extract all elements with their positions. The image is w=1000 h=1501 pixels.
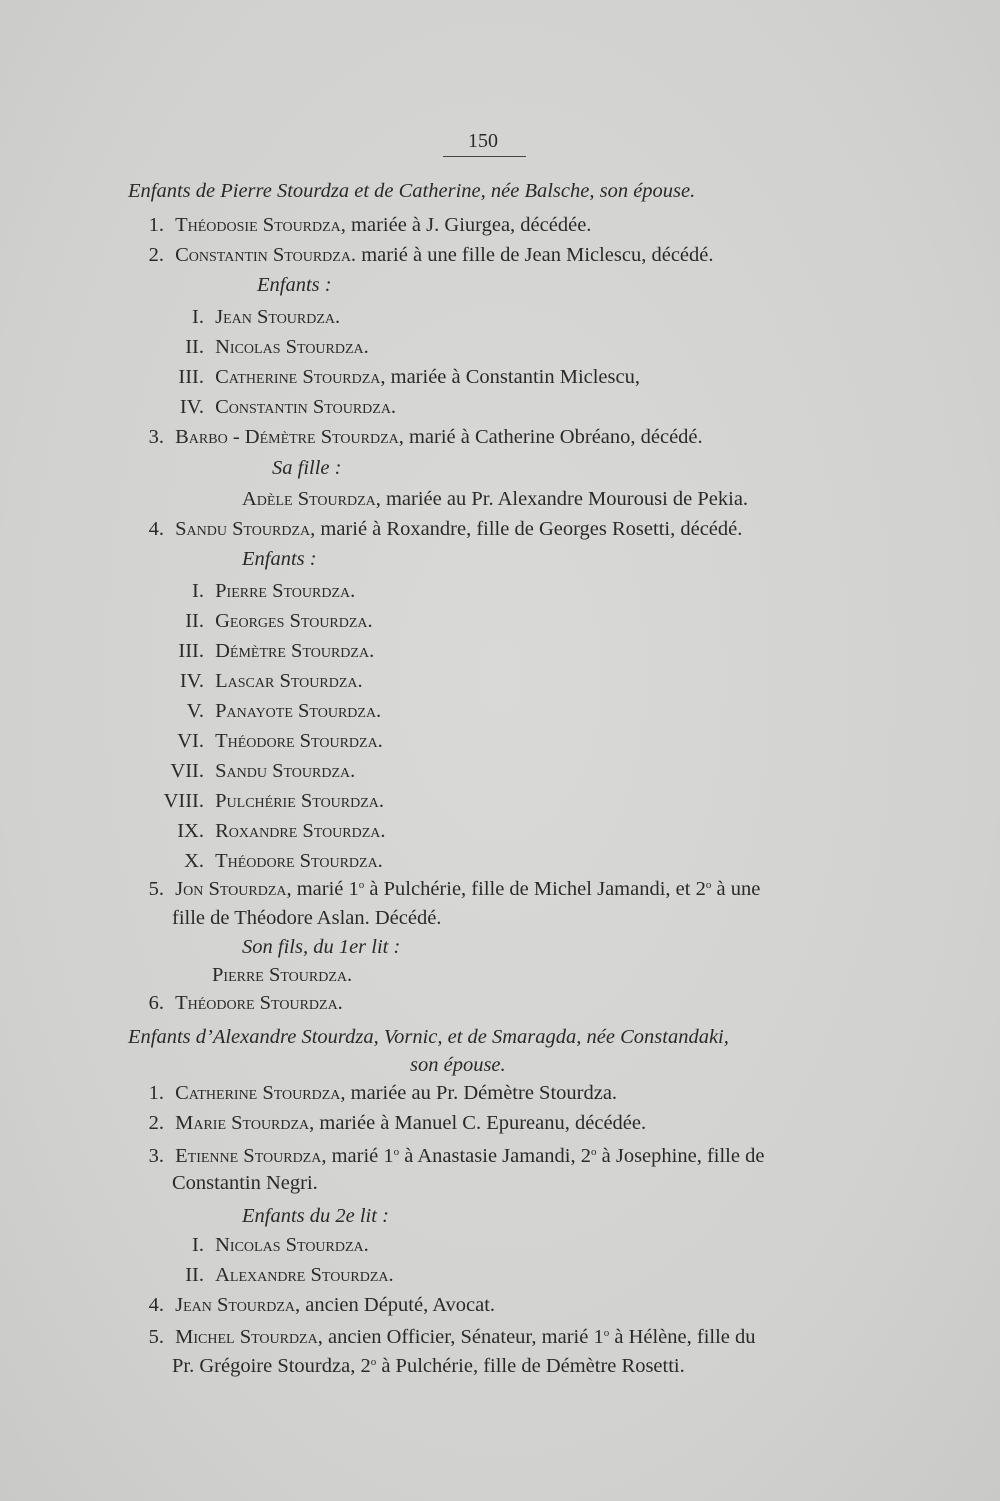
person-name: Constantin Stourdza. (215, 396, 397, 418)
section-title-pierre: Enfants de Pierre Stourdza et de Catherine, née Balsche, son épouse. (128, 180, 696, 202)
list-item (142, 1110, 646, 1136)
item-number: 2. (148, 1112, 164, 1134)
sub-heading: Enfants : (257, 274, 332, 296)
item-number: 1. (148, 214, 164, 236)
item-text: à Hélène, fille du (609, 1326, 756, 1348)
item-number: VII. (170, 760, 204, 782)
person-name: Jean Stourdza, (175, 1294, 301, 1316)
list-item (150, 758, 355, 784)
item-text: à Pulchérie, fille de Michel Jamandi, et 2 (364, 878, 706, 900)
list-item (150, 698, 381, 724)
person-name: Adèle Stourdza, (242, 488, 381, 510)
item-text: ancien Député, Avocat. (300, 1294, 496, 1316)
person-name: Marie Stourdza, (175, 1112, 315, 1134)
list-item (152, 334, 369, 360)
person-name: Barbo - Démètre Stourdza, (175, 426, 404, 448)
ordinal-mark: o (591, 1146, 597, 1158)
item-number: II. (185, 1264, 204, 1286)
list-item (150, 848, 383, 874)
section-title-alexandre: Enfants d’Alexandre Stourdza, Vornic, et de Smaragda, née Constandaki, (128, 1026, 729, 1048)
item-text: mariée à J. Giurgea, décédée. (345, 214, 592, 236)
list-item (142, 1080, 617, 1106)
list-item (142, 990, 343, 1016)
list-item (242, 486, 748, 512)
sub-heading: Sa fille : (272, 457, 342, 479)
person-name: Sandu Stourdza, (175, 518, 316, 540)
item-number: VI. (177, 730, 204, 752)
person-name: Pierre Stourdza. (215, 580, 356, 602)
item-number: I. (192, 580, 204, 602)
list-item (142, 424, 703, 450)
person-name: Panayote Stourdza. (215, 700, 382, 722)
item-number: X. (184, 850, 204, 872)
list-item (142, 516, 742, 542)
list-item (142, 1143, 764, 1169)
item-number: I. (192, 306, 204, 328)
person-name: Nicolas Stourdza. (215, 336, 369, 358)
list-item (142, 212, 591, 238)
list-item (142, 1292, 495, 1318)
item-number: III. (178, 640, 204, 662)
list-item (150, 818, 386, 844)
item-text: à une (711, 878, 761, 900)
item-number: 3. (148, 426, 164, 448)
item-text: marié 1 (326, 1145, 394, 1167)
person-name: Sandu Stourdza. (215, 760, 356, 782)
item-number: I. (192, 1234, 204, 1256)
item-text: mariée à Manuel C. Epureanu, décédée. (314, 1112, 647, 1134)
person-name: Jean Stourdza. (215, 306, 341, 328)
list-item (150, 788, 384, 814)
ordinal-mark: o (370, 1356, 377, 1368)
list-item (142, 242, 714, 268)
item-text: ancien Officier, Sénateur, marié 1 (322, 1326, 604, 1348)
item-number: 4. (148, 1294, 164, 1316)
person-name: Georges Stourdza. (215, 610, 373, 632)
item-number: II. (185, 336, 204, 358)
item-number: V. (186, 700, 204, 722)
person-name: Pierre Stourdza. (212, 964, 353, 986)
list-item (152, 1232, 369, 1258)
person-name: Jon Stourdza, (175, 878, 292, 900)
person-name: Catherine Stourdza, (215, 366, 386, 388)
ordinal-mark: o (358, 879, 365, 891)
item-number: 4. (148, 518, 164, 540)
item-number: 3. (148, 1145, 164, 1167)
item-number: IX. (177, 820, 204, 842)
item-number: 5. (148, 878, 164, 900)
sub-heading: Enfants du 2e lit : (242, 1205, 389, 1227)
item-text: mariée à Constantin Miclescu, (385, 366, 640, 388)
item-text: Pr. Grégoire Stourdza, 2 (172, 1355, 371, 1377)
person-name: Théodore Stourdza. (175, 992, 343, 1014)
person-name: Lascar Stourdza. (215, 670, 363, 692)
person-name: Nicolas Stourdza. (215, 1234, 369, 1256)
item-text: à Josephine, fille de (596, 1145, 765, 1167)
list-item (150, 668, 363, 694)
person-name: Démètre Stourdza. (215, 640, 375, 662)
person-name: Michel Stourdza, (175, 1326, 323, 1348)
person-name: Etienne Stourdza, (175, 1145, 327, 1167)
person-name: Constantin Stourdza. (175, 244, 357, 266)
ordinal-mark: o (603, 1327, 610, 1339)
list-item (150, 578, 355, 604)
list-item (150, 728, 383, 754)
item-text: mariée au Pr. Alexandre Mourousi de Pekia. (380, 488, 749, 510)
list-item (152, 1262, 394, 1288)
item-number: IV. (179, 396, 204, 418)
list-item (142, 876, 760, 902)
item-text: à Pulchérie, fille de Démètre Rosetti. (376, 1355, 685, 1377)
ordinal-mark: o (393, 1146, 400, 1158)
person-name: Pulchérie Stourdza. (215, 790, 385, 812)
sub-heading: Enfants : (242, 548, 317, 570)
item-number: 6. (148, 992, 164, 1014)
item-continuation: fille de Théodore Aslan. Décédé. (172, 907, 442, 929)
item-number: VIII. (163, 790, 204, 812)
sub-heading: Son fils, du 1er lit : (242, 936, 401, 958)
item-text: marié à Roxandre, fille de Georges Rosetti, décédé. (315, 518, 743, 540)
item-text: à Anastasie Jamandi, 2 (399, 1145, 591, 1167)
item-number: 5. (148, 1326, 164, 1348)
list-item (142, 1324, 756, 1350)
page-number: 150 (468, 130, 498, 152)
person-name: Catherine Stourdza, (175, 1082, 346, 1104)
item-continuation (172, 1353, 685, 1379)
list-item (150, 638, 374, 664)
item-text: marié 1 (291, 878, 359, 900)
item-number: 2. (148, 244, 164, 266)
page-number-rule (443, 156, 526, 157)
item-text: marié à Catherine Obréano, décédé. (403, 426, 703, 448)
person-name: Alexandre Stourdza. (215, 1264, 394, 1286)
item-text: marié à une fille de Jean Miclescu, décédé. (356, 244, 714, 266)
ordinal-mark: o (705, 879, 712, 891)
person-name: Théodore Stourdza. (215, 850, 383, 872)
list-item (152, 364, 640, 390)
list-item (150, 608, 373, 634)
person-name: Roxandre Stourdza. (215, 820, 386, 842)
item-number: II. (185, 610, 204, 632)
item-text: mariée au Pr. Démètre Stourdza. (345, 1082, 618, 1104)
person-name: Théodore Stourdza. (215, 730, 383, 752)
item-number: III. (178, 366, 204, 388)
person-name: Théodosie Stourdza, (175, 214, 346, 236)
list-item (152, 394, 396, 420)
section-title-continuation: son épouse. (410, 1054, 506, 1076)
item-number: IV. (179, 670, 204, 692)
item-number: 1. (148, 1082, 164, 1104)
list-item (152, 304, 340, 330)
item-continuation: Constantin Negri. (172, 1172, 318, 1194)
